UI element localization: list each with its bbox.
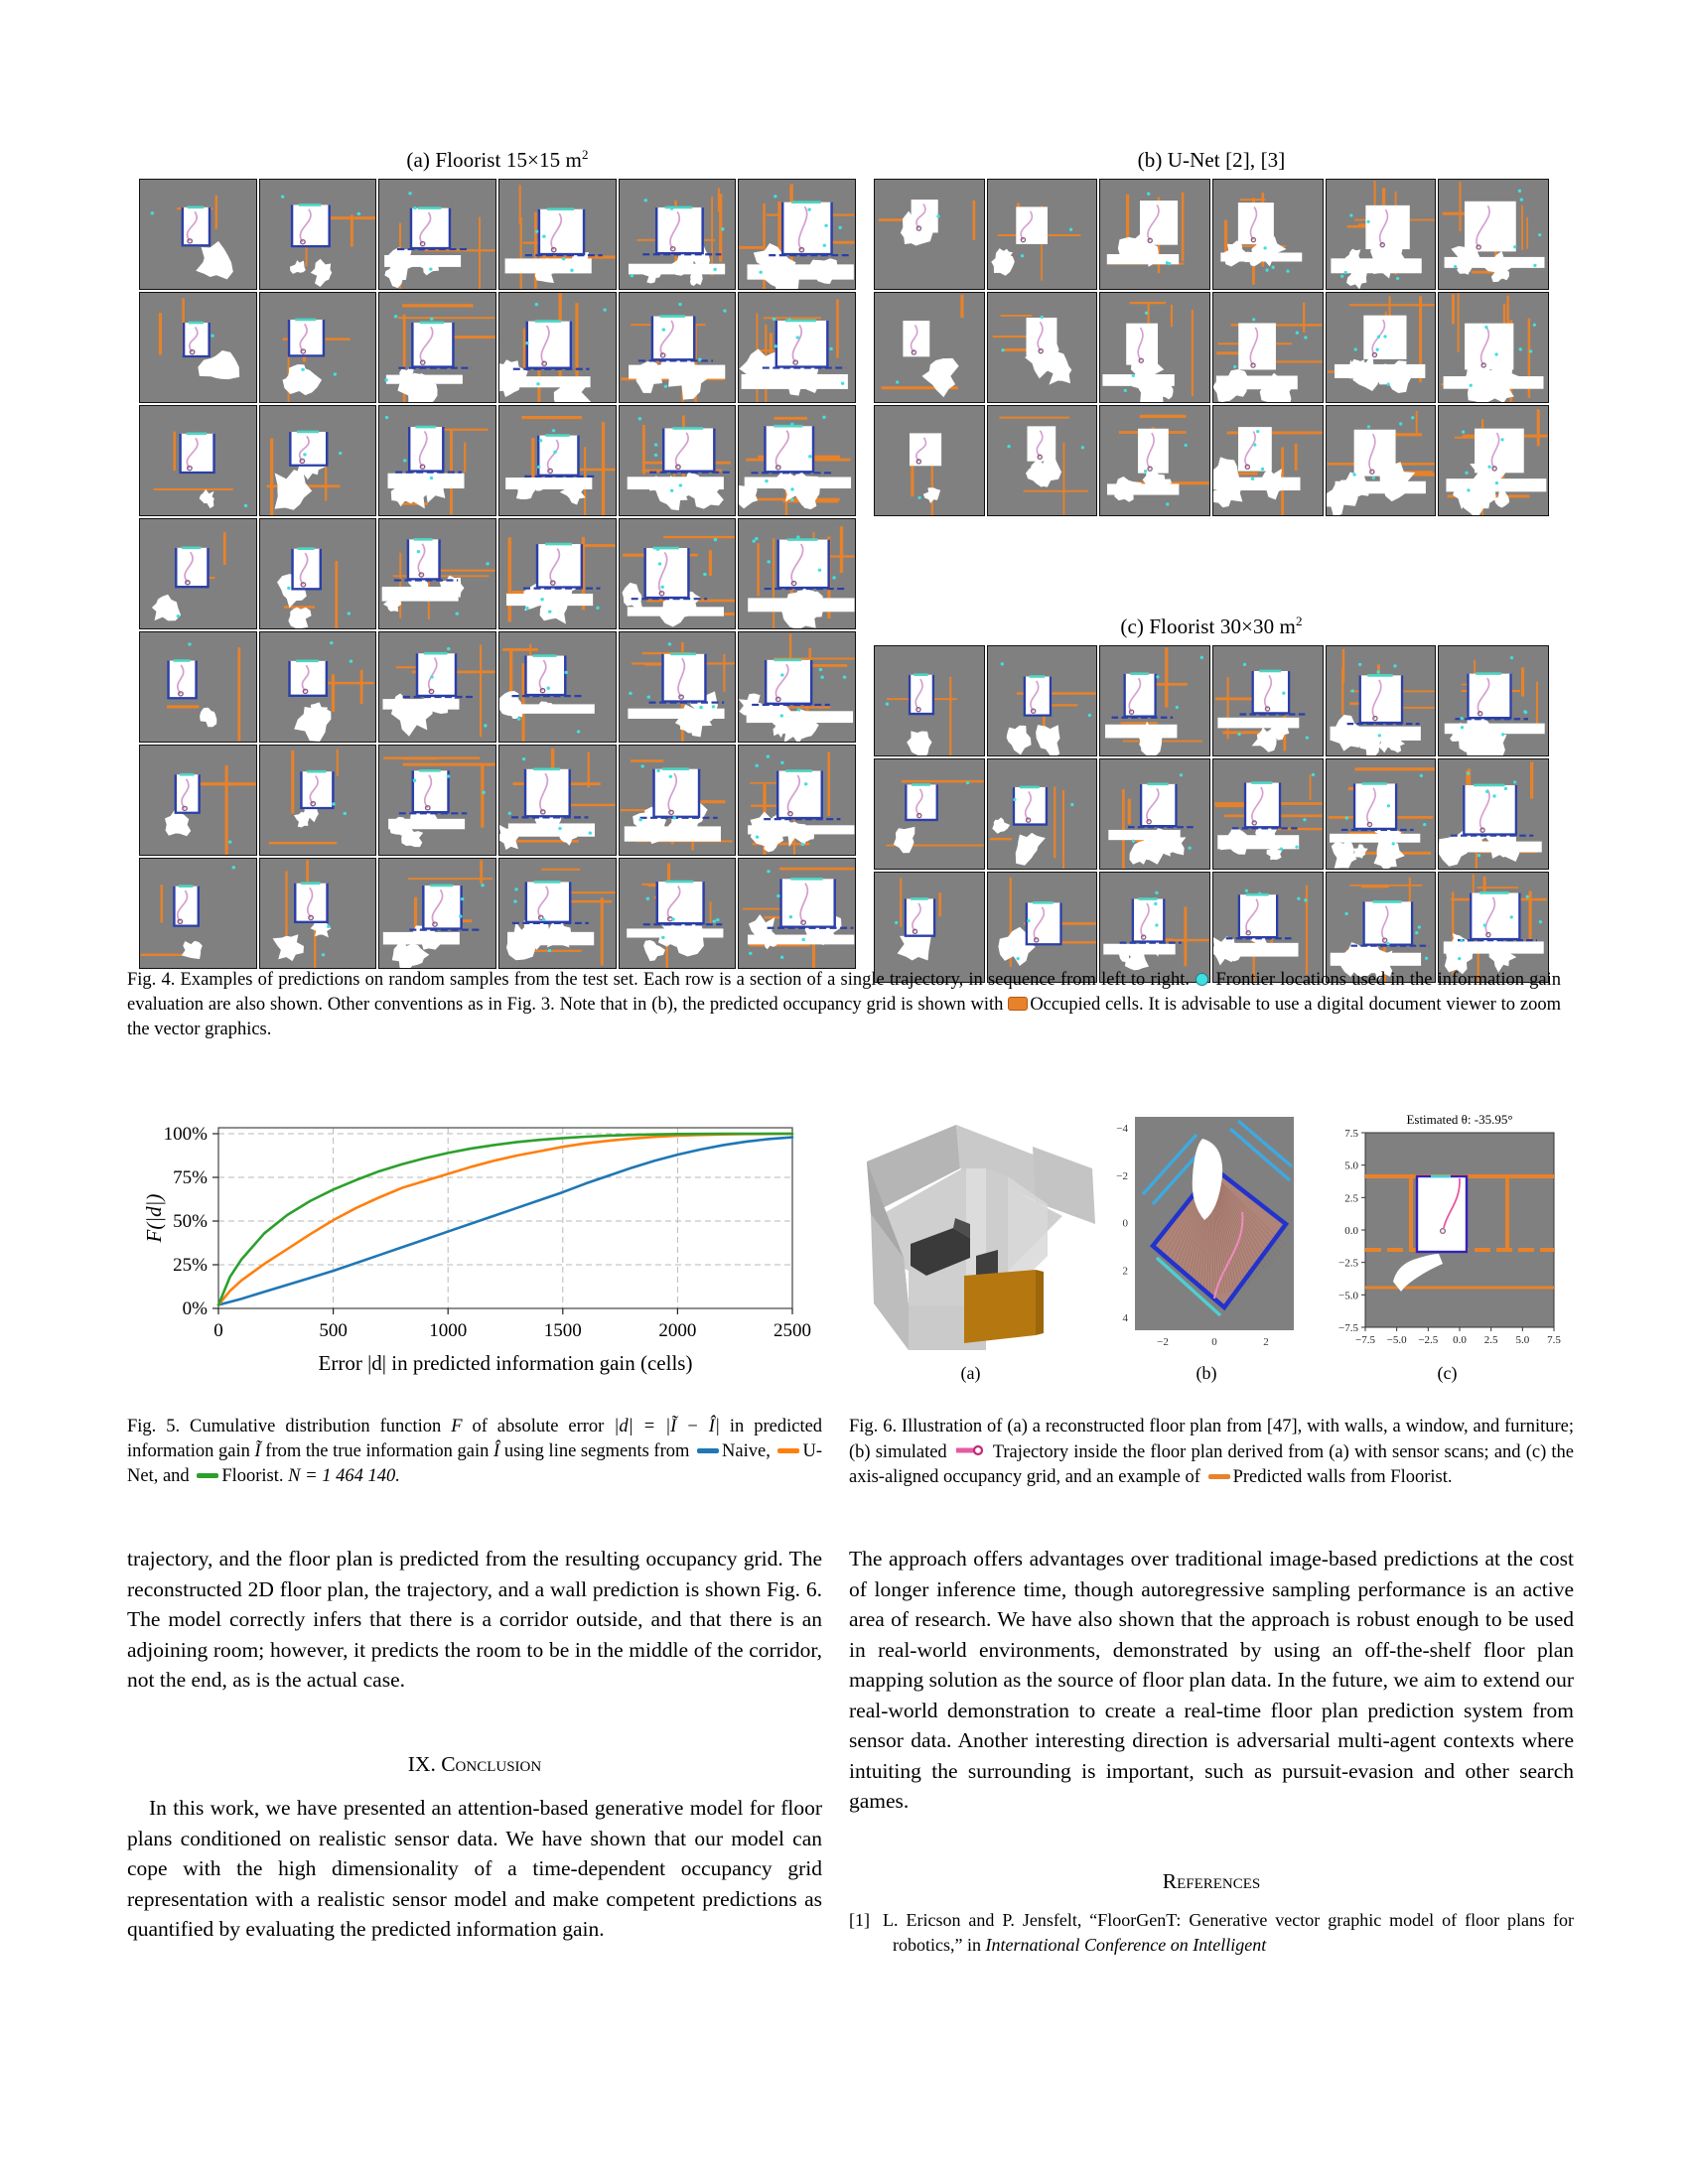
prediction-tile [378,179,496,290]
x-tick-label: 2500 [774,1320,811,1341]
panel-c-y-tick-label: −2.5 [1338,1257,1358,1270]
figure-6-panel-a [867,1125,1095,1350]
prediction-tile [378,858,496,969]
body-column-right [849,1544,1574,1958]
fig5-cap-3: in predicted information gain [127,1417,823,1461]
cdf-chart-svg [127,1112,822,1390]
panel-b-y-tick-label: 4 [1122,1312,1128,1324]
prediction-tile [139,292,257,403]
panel-c-label: (c) Floorist 30×30 m [1120,614,1296,638]
prediction-tile [378,292,496,403]
panel-b-x-tick-label: −2 [1157,1336,1169,1348]
panel-b-x-tick-label: 2 [1263,1336,1269,1348]
prediction-tile [738,405,856,516]
prediction-tile [738,518,856,629]
prediction-tile [1438,645,1549,756]
prediction-tile [259,292,377,403]
prediction-tile [378,631,496,743]
panel-c-x-tick-label: −2.5 [1418,1334,1439,1346]
prediction-tile [1438,758,1549,870]
panel-c-x-tick-label: 5.0 [1515,1334,1530,1346]
figure-4-caption-text-1: Fig. 4. Examples of predictions on random samples from the test set. Each row is a section of a single trajectory, in sequence from left to right. [127,970,1191,990]
prediction-tile [1099,405,1210,516]
panel-b-y-tick-label: 0 [1122,1217,1128,1230]
figure-6-caption [849,1415,1574,1490]
reference-venue: International Conference on Intelligent [985,1935,1267,1955]
x-tick-label: 1000 [429,1320,468,1341]
prediction-tile [1438,405,1549,516]
y-tick-label: 100% [163,1124,208,1145]
panel-a-label: (a) Floorist 15×15 m [406,148,582,172]
figure-4-panel-b [874,179,1549,516]
prediction-tile [378,518,496,629]
panel-b-y-tick-label: −4 [1116,1123,1128,1135]
prediction-tile [1212,292,1324,403]
panel-a-sup: 2 [581,147,589,162]
prediction-tile [987,758,1098,870]
plot-frame [218,1128,792,1308]
figure-4-caption [127,968,1561,1042]
prediction-tile [619,745,737,856]
panel-c-y-tick-label: 5.0 [1344,1160,1358,1172]
prediction-tile [259,518,377,629]
prediction-tile [139,518,257,629]
fig5-cap-2: of absolute error [472,1417,605,1436]
fig5-cap-F: F [451,1417,463,1436]
figure-4-panel-c [874,645,1549,983]
figure-4-panel-b-caption [874,147,1549,173]
section-title: Conclusion [441,1751,542,1776]
prediction-tile [259,179,377,290]
y-tick-label: 75% [173,1167,208,1188]
panel-b-y-tick-label: −2 [1116,1169,1128,1182]
fig6-cap-3: Predicted walls from Floorist. [1232,1467,1453,1487]
prediction-tile [1212,645,1324,756]
section-number: IX. [407,1751,436,1776]
occupied-cell-icon [1008,997,1028,1011]
panel-b-label: (b) U-Net [2], [3] [1137,148,1286,172]
figure-5-caption [127,1415,822,1489]
prediction-tile [619,179,737,290]
prediction-tile [498,745,617,856]
prediction-tile [1326,405,1437,516]
prediction-tile [1099,872,1210,983]
prediction-tile [139,745,257,856]
figure-6-sublabel-b: (b) [1196,1363,1217,1383]
prediction-tile [1326,179,1437,290]
fig6-cap-2: Trajectory inside the floor plan derived from (a) with sensor scans; and (c) the axis-aligned occupancy grid, and an example of [849,1442,1575,1487]
prediction-tile [378,745,496,856]
legend-label-floorist: Floorist. [221,1466,284,1486]
fig5-cap-N: N = 1 464 140. [288,1466,400,1486]
panel-c-x-tick-label: −7.5 [1355,1334,1375,1346]
prediction-tile [1212,872,1324,983]
x-tick-label: 0 [213,1320,223,1341]
fig5-cap-Itilde: Ĩ [254,1441,261,1461]
prediction-tile [1326,872,1437,983]
panel-c-y-tick-label: −5.0 [1338,1290,1358,1302]
fig5-cap-4: from the true information gain [265,1441,490,1461]
prediction-tile [874,405,985,516]
prediction-tile [874,179,985,290]
figure-4 [0,0,1688,1039]
prediction-tile [738,858,856,969]
prediction-tile [874,758,985,870]
y-tick-label: 25% [173,1255,208,1276]
prediction-tile [498,631,617,743]
figure-5-chart [127,1112,822,1390]
prediction-tile [987,292,1098,403]
legend-swatch-floorist [197,1473,218,1478]
prediction-tile [1326,292,1437,403]
trajectory-glyph [955,1444,985,1456]
x-tick-label: 500 [319,1320,348,1341]
y-tick-label: 0% [182,1298,208,1319]
panel-b-x-tick-label: 0 [1211,1336,1217,1348]
y-axis-title: F(|d|) [142,1193,166,1243]
figure-4-panel-a-caption [139,147,856,173]
prediction-tile [1099,292,1210,403]
figure-6-svg [849,1107,1574,1395]
x-tick-label: 1500 [543,1320,582,1341]
prediction-tile [987,645,1098,756]
panel-c-y-tick-label: −7.5 [1338,1322,1358,1334]
prediction-tile [498,179,617,290]
prediction-tile [259,405,377,516]
reference-text: L. Ericson and P. Jensfelt, “FloorGenT: Generative vector graphic model of floor plans for robotics,” in [883,1910,1574,1955]
fig6-cap-1: Fig. 6. Illustration of (a) a reconstructed floor plan from [47], with walls, a window, and furniture; (b) simulated [849,1417,1574,1462]
fig5-cap-1: Fig. 5. Cumulative distribution function [127,1417,442,1436]
prediction-tile [498,292,617,403]
prediction-tile [738,179,856,290]
prediction-tile [619,518,737,629]
left-paragraph-2: In this work, we have presented an attention-based generative model for floor plans conditioned on realistic sensor data. We have shown that our model can cope with the high dimensionality of a time-dependent occupancy grid representation with a realistic sensor model and make competent predictions as quantified by evaluating the predicted information gain. [127,1796,822,1941]
predicted-wall-swatch [1208,1474,1230,1479]
prediction-tile [619,631,737,743]
section-heading-conclusion [127,1749,822,1780]
prediction-tile [987,179,1098,290]
prediction-tile [1212,758,1324,870]
figure-6-panel-b [1135,1117,1294,1330]
figure-4-panel-c-caption [874,614,1549,639]
prediction-tile [1212,405,1324,516]
prediction-tile [987,872,1098,983]
prediction-tile [139,179,257,290]
prediction-tile [1099,645,1210,756]
panel-c-y-tick-label: 7.5 [1344,1128,1358,1140]
legend-swatch-unet [777,1448,799,1453]
prediction-tile [874,872,985,983]
panel-c-x-tick-label: 7.5 [1547,1334,1561,1346]
prediction-tile [1438,292,1549,403]
panel-c-sup: 2 [1295,614,1303,628]
prediction-tile [378,405,496,516]
prediction-tile [738,745,856,856]
prediction-tile [619,405,737,516]
legend-swatch-naive [697,1448,719,1453]
panel-c-y-tick-label: 2.5 [1344,1192,1358,1205]
prediction-tile [874,292,985,403]
panel-c-y-tick-label: 0.0 [1344,1225,1358,1237]
figure-6-panel-c [1365,1133,1554,1327]
figure-6-sublabel-a: (a) [960,1363,981,1383]
figure-4-caption-text-3: Occupied cells. It is advisable to use a digital document viewer to zoom the vector graphics. [127,995,1561,1039]
prediction-tile [1438,872,1549,983]
frontier-dot-icon [1196,973,1208,986]
legend-label-naive: Naive, [722,1441,771,1461]
fig5-cap-Ihat: Î [493,1441,500,1461]
references-heading: References [1162,1868,1261,1893]
panel-c-x-tick-label: −5.0 [1386,1334,1407,1346]
prediction-tile [259,631,377,743]
prediction-tile [738,631,856,743]
figure-4-panel-a [139,179,856,969]
figure-6 [849,1107,1574,1395]
prediction-tile [1326,758,1437,870]
prediction-tile [498,405,617,516]
panel-c-x-tick-label: 2.5 [1483,1334,1498,1346]
furniture-orange-side [1036,1270,1044,1335]
fig5-cap-d: |d| = |Ĩ − Î| [614,1417,720,1436]
panel-c-title: Estimated θ: -35.95° [1406,1112,1513,1127]
panel-b-y-tick-label: 2 [1122,1265,1128,1278]
panel-c-x-tick-label: 0.0 [1453,1334,1467,1346]
x-axis-title: Error |d| in predicted information gain (cells) [318,1351,693,1375]
prediction-tile [139,631,257,743]
left-paragraph-1: trajectory, and the floor plan is predicted from the resulting occupancy grid. The reconstructed 2D floor plan, the trajectory, and a wall prediction is shown Fig. 6. The model correctly infers that there is a corridor outside, and that there is an adjoining room; however, it predicts the room to be in the middle of the corridor, not the end, as is the actual case. [127,1547,822,1692]
prediction-tile [498,518,617,629]
prediction-tile [619,292,737,403]
prediction-tile [259,745,377,856]
furniture-orange [964,1270,1036,1343]
y-tick-label: 50% [173,1211,208,1232]
right-paragraph-1: The approach offers advantages over traditional image-based predictions at the cost of longer inference time, though autoregressive sampling performance is an active area of research. We have also shown that the approach is robust enough to be used in real-world environments, demonstrated by using an off-the-shelf floor plan mapping solution as the source of floor plan data. In the future, we aim to extend our real-world demonstration to create a real-time floor plan prediction system from sensor data. Another interesting direction is adversarial multi-agent contexts where intuiting the surrounding is important, such as pursuit-evasion and other search games. [849,1547,1574,1813]
prediction-tile [1099,758,1210,870]
prediction-tile [874,645,985,756]
prediction-tile [1438,179,1549,290]
reference-tag: [1] [849,1910,870,1930]
prediction-tile [619,858,737,969]
trajectory-icon [955,1439,985,1464]
prediction-tile [1326,645,1437,756]
prediction-tile [498,858,617,969]
reference-item-1 [849,1908,1574,1958]
prediction-tile [139,405,257,516]
prediction-tile [1212,179,1324,290]
prediction-tile [738,292,856,403]
body-column-left [127,1544,822,1945]
prediction-tile [259,858,377,969]
fig5-cap-5: using line segments from [503,1441,690,1461]
prediction-tile [1099,179,1210,290]
figure-4-caption-text-2: Frontier locations used in the information gain evaluation are also shown. Other conventions as in Fig. 3. Note that in (b), the predicted occupancy grid is shown with [127,970,1562,1015]
prediction-tile [987,405,1098,516]
x-tick-label: 2000 [658,1320,697,1341]
figure-6-sublabel-c: (c) [1437,1363,1458,1383]
prediction-tile [139,858,257,969]
legend-label-unet: U-Net, and [127,1441,823,1486]
